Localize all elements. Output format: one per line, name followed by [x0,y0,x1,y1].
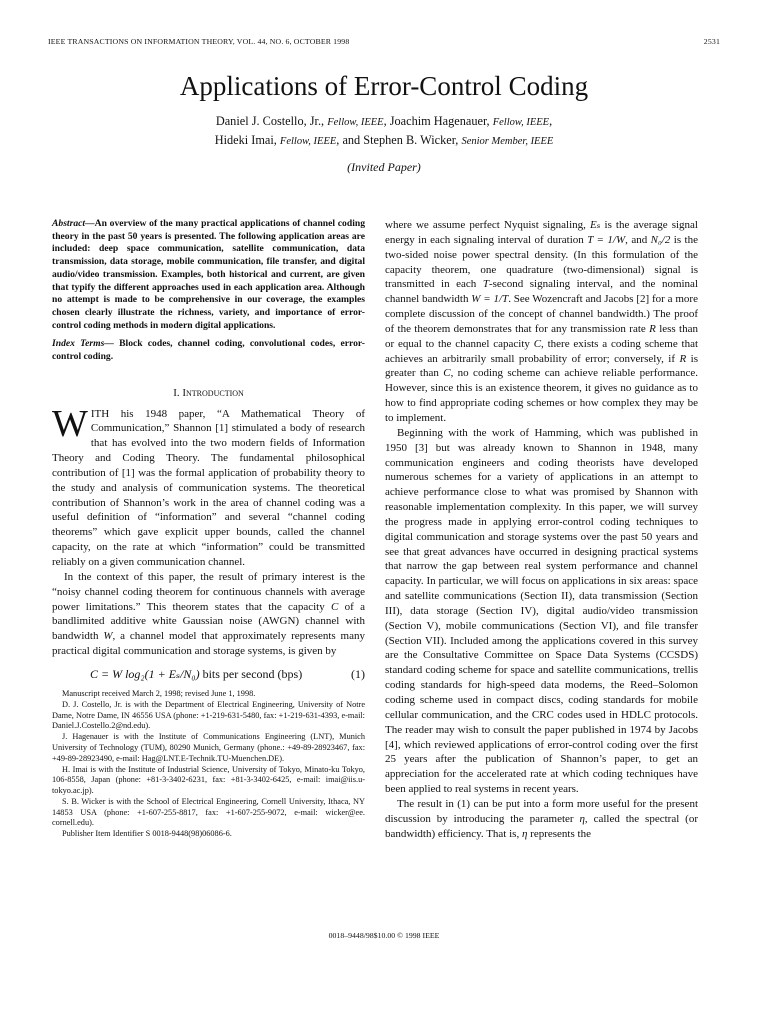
left-column [52,218,365,840]
index-terms-text: Block codes, channel coding, convolutional codes, error-control coding. [52,338,365,363]
equation-unit: bits per second (bps) [199,666,303,681]
intro-paragraph-2: In the context of this paper, the result of primary interest is the “noisy channel coding theorem for continuous channels with average power limitations.” This theorem states that the capacity C of a bandlimited additive white Gaussian noise (AWGN) channel with bandwidth W, a channel model that approximately represents many practical digital communication and storage systems, is given by [52,570,366,658]
intro-paragraph-1: WITH his 1948 paper, “A Mathematical Theory of Communication,” Shannon [1] stimulated a body of research that has evolved into the two modern fields of Information Theory and Coding Theory. The fundamental philosophical contribution of [1] was the formal application of probability theory to the study and analysis of communication systems. The theoretical contribution of Shannon’s work in the area of channel coding was a useful definition of “information” and several “channel coding theorems” which gave explicit upper bounds, called the channel capacity, on the rate at which “information” could be transmitted reliably on a given communication channel. [52,402,365,569]
footnote: H. Imai is with the Institute of Industrial Science, University of Tokyo, Minato-ku Tokyo, 106-8558, Japan (phone: +81-3-3402-6231, fax: +81-3-3402-6425, e-mail: imai@iis.u-tokyo.ac.jp). [52,764,365,796]
equation-number: (1) [351,666,365,681]
footnotes [52,689,365,840]
section-heading: I. Introduction [173,386,244,399]
footnote: Publisher Item Identifier S 0018-9448(98)06086-6. [62,829,232,839]
abstract [52,218,365,332]
journal-citation: IEEE TRANSACTIONS ON INFORMATION THEORY, VOL. 44, NO. 6, OCTOBER 1998 [48,37,350,46]
author-line-2: Hideki Imai, Fellow, IEEE, and Stephen B. Wicker, Senior Member, IEEE [214,132,554,147]
abstract-text: An overview of the many practical applications of channel coding theory in the past 50 years is presented. The following application areas are included: deep space communication, satellite communication, data transmission, data storage, mobile communication, file transfer, and digital audio/video transmission. Examples, both historical and current, are given that typify the different approaches used in each application area. Although no attempt is made to be comprehensive in our coverage, the examples chosen clearly illustrate the richness, variety, and importance of error-control coding methods in modern digital applications. [52,218,365,331]
index-terms-label: Index Terms— [52,338,114,350]
body-paragraph: where we assume perfect Nyquist signaling, Eₛ is the average signal energy in each signaling interval of duration T = 1/W, and N₀/2 is the two-sided noise power spectral density. (In this formulation of the capacity theorem, one quadrature (two-dimensional) signal is transmitted in each T-second signaling interval, and the nominal channel bandwidth W = 1/T. See Wozencraft and Jacobs [2] for a more complete discussion of the concept of channel bandwidth.) The proof of the theorem demonstrates that for any transmission rate R less than or equal to the channel capacity C, there exists a coding scheme that achieves an arbitrarily small probability of error; conversely, if R is greater than C, no coding scheme can achieve reliable performance. However, since this is an existence theorem, it gives no guidance as to how to find appropriate coding schemes or how complex they may be to implement. [385,219,699,424]
page-number: 2531 [703,37,720,46]
invited-paper-label: (Invited Paper) [347,160,421,174]
drop-cap: W [52,402,88,445]
running-header [48,37,720,49]
author-line-1: Daniel J. Costello, Jr., Fellow, IEEE, Joachim Hagenauer, Fellow, IEEE, [215,114,553,128]
author-list [0,113,768,150]
equation-expression: C = W log₂(1 + Eₛ/N₀) [90,666,200,681]
abstract-label: Abstract— [52,218,95,229]
paper-title: Applications of Error-Control Coding [179,71,589,101]
footnote: D. J. Costello, Jr. is with the Department of Electrical Engineering, University of Notre Dame, Notre Dame, IN 46556 USA (phone: +1-219-631-5480, fax: +1-219-631-4393, e-mail: Daniel.J.Costello.2@nd.edu). [52,699,365,731]
right-column [385,218,698,841]
copyright-footer: 0018–9448/98$10.00 © 1998 IEEE [328,931,440,940]
index-terms [52,338,365,363]
body-paragraph: The result in (1) can be put into a form more useful for the present discussion by introducing the parameter η, called the spectral (or bandwidth) efficiency. That is, η represents the [385,797,698,840]
equation-1 [52,665,365,685]
footnote: S. B. Wicker is with the School of Electrical Engineering, Cornell University, Ithaca, NY 14853 USA (phone: +1-607-255-8817, fax: +1-607-255-9072, e-mail: wicker@ee. cornell.edu). [52,796,365,828]
footnote: Manuscript received March 2, 1998; revised June 1, 1998. [62,688,256,698]
footnote: J. Hagenauer is with the Institute of Communications Engineering (LNT), Munich University of Technology (TUM), 80290 Munich, Germany (phone.: +49-89-28923467, fax: +49-89-28923490, e-mail: Hag@LNT.E-Technik.TU-Muenchen.DE). [52,732,365,763]
body-paragraph: Beginning with the work of Hamming, which was published in 1950 [3] but was already known to Shannon in 1948, many communication engineers and coding theorists have developed numerous schemes for a variety of applications in an attempt to achieve performance close to what was promised by Shannon with reasonable implementation complexity. In this paper, we will survey the progress made in applying error-control coding techniques to digital communication and storage systems over the past 50 years and see that great advances have occurred in designing practical systems that narrow the gap between real system performance and channel capacity. In particular, we will focus on applications in six areas: space and satellite communications (Section II), data transmission (Section III), data storage (Section IV), digital audio/video transmission (Section V), mobile communications (Section VI), and file transfer (Section VII). Included among the applications covered in this survey are the Consultative Committee on Space Data Systems (CCSDS) standard coding scheme for space and satellite communications, trellis coding standards for high-speed data modems, the Reed–Solomon coding scheme used in compact discs, coding standards for mobile cellular communication, and the CRC codes used in HDLC protocols. The reader may wish to consult the paper published in 1974 by Jacobs [4], which reviewed applications of error-control coding over the first 25 years after the publication of Shannon’s paper, to get an appreciation for the accelerated rate at which coding techniques have been applied to real systems in recent years. [385,426,698,796]
